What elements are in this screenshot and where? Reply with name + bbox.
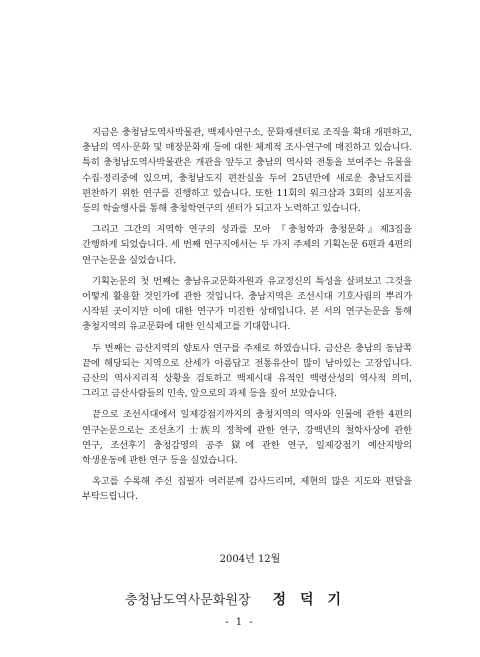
author-name: 정덕기 (272, 592, 356, 608)
signature-block (0, 589, 480, 609)
body-text (82, 125, 412, 511)
paragraph-2: 그리고 그간의 지역학 연구의 성과를 모아 『충청학과 충청문화』제3집을 간행하게 되었습니다. 세 번째 연구지에서는 두 가지 주제의 기획논문 6편과 4편의 연구논문을 실었습니다. (82, 224, 412, 266)
paragraph-6: 옥고를 수록해 주신 집필자 여러분께 감사드리며, 제현의 많은 지도와 편달을 부탁드립니다. (82, 476, 412, 503)
paragraph-1: 지금은 충청남도역사박물관, 백제사연구소, 문화재센터로 조직을 확대 개편하고, 충남의 역사·문화 및 매장문화재 등에 대한 체계적 조사·연구에 매진하고 있습니다. 특히 충청남도역사박물관은 개관을 앞두고 충남의 역사와 전통을 보여주는 유물을 수집·정리중에 있으며, 충청남도지 편찬실을 두어 25년만에 새로운 충남도지를 편찬하기 위한 연구를 진행하고 있습니다. 또한 11회의 워크샵과 3회의 심포지움 등의 학술행사를 통해 충청학연구의 센터가 되고자 노력하고 있습니다. (82, 127, 412, 215)
organization-title: 충청남도역사문화원장 (124, 593, 251, 608)
date-line: 2004년 12월 (219, 554, 281, 565)
paragraph-3: 기획논문의 첫 번째는 충남유교문화자원과 유교정신의 특성을 살펴보고 그것을 어떻게 활용할 것인가에 관한 것입니다. 충남지역은 조선시대 기호사림의 뿌리가 시작된 곳이지만 이에 대한 연구가 미진한 상태입니다. 본 서의 연구논문을 통해 충청지역의 유교문화에 대한 인식제고를 기대합니다. (82, 275, 412, 333)
paragraph-5: 끝으로 조선시대에서 일제강점기까지의 충청지역의 역사와 인물에 관한 4편의 연구논문으로는 조선초기 士族의 정착에 관한 연구, 강백년의 철학사상에 관한 연구, 조선후기 충청감영의 공주 獄에 관한 연구, 일제강점기 예산지방의 학생운동에 관한 연구 등을 실었습니다. (82, 409, 412, 467)
page-number: - 1 - (225, 617, 255, 628)
paragraph-4: 두 번째는 금산지역의 향토사 연구를 주제로 하였습니다. 금산은 충남의 동남쪽 끝에 해당되는 지역으로 산세가 아름답고 전통유산이 많이 남아있는 고장입니다. 금산의 역사지리적 상황을 검토하고 백제시대 유적인 백령산성의 역사적 의미, 그리고 금산사람들의 민속, 앞으로의 과제 등을 짚어 보았습니다. (82, 342, 412, 400)
